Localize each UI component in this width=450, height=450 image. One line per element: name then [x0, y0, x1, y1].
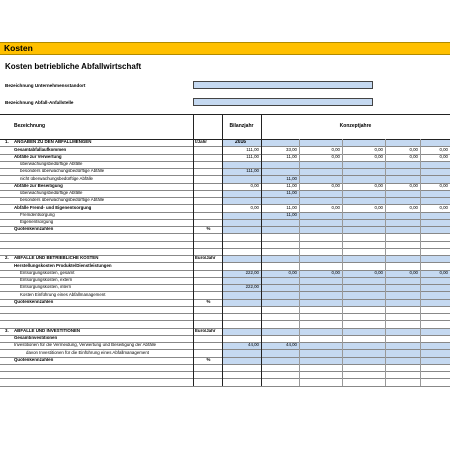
site-input[interactable] [193, 81, 373, 89]
grid-line [0, 204, 450, 205]
grid-line [193, 114, 194, 386]
konzeptjahr-value[interactable] [420, 168, 450, 175]
bilanzjahr-value[interactable]: 111,00 [246, 146, 259, 152]
konzeptjahr-value[interactable] [342, 226, 385, 233]
konzeptjahr-value[interactable] [261, 299, 299, 306]
section-number: 3. [5, 327, 9, 333]
konzeptjahr-value[interactable] [342, 299, 385, 306]
konzeptjahr-value[interactable] [385, 161, 420, 168]
grid-line [0, 262, 450, 263]
konzeptjahr-value[interactable] [385, 212, 420, 219]
konzeptjahr-value[interactable]: 0,00 [409, 146, 418, 152]
konzeptjahr-value[interactable] [342, 328, 385, 335]
konzeptjahr-value[interactable] [420, 161, 450, 168]
header-bilanzjahr: Bilanzjahr [229, 123, 254, 129]
konzeptjahr-value[interactable] [342, 212, 385, 219]
grid-line [0, 197, 450, 198]
bilanzjahr-value[interactable] [222, 255, 261, 262]
row-label: überwachungsbedürftige Abfälle [20, 190, 83, 196]
konzeptjahr-value[interactable] [385, 190, 420, 197]
grid-line [0, 277, 450, 278]
konzeptjahr-value[interactable]: 0,00 [331, 204, 340, 210]
konzeptjahr-value[interactable]: 0,00 [409, 204, 418, 210]
grid-line [0, 248, 450, 249]
row-label: Quotenkennzahlen [14, 226, 54, 232]
konzeptjahr-value[interactable] [342, 255, 385, 262]
grid-line [0, 378, 450, 379]
konzeptjahr-value[interactable] [342, 262, 385, 269]
konzeptjahr-value[interactable] [342, 161, 385, 168]
konzeptjahr-value[interactable] [299, 284, 342, 291]
konzeptjahr-value[interactable]: 0,00 [439, 182, 448, 188]
grid-line [0, 190, 450, 191]
konzeptjahr-value[interactable] [299, 168, 342, 175]
konzeptjahr-value[interactable] [342, 190, 385, 197]
row-label: Entsorgungskosten, gesamt [20, 269, 75, 275]
konzeptjahr-value[interactable]: 0,00 [374, 153, 383, 159]
konzeptjahr-value[interactable] [385, 262, 420, 269]
grid-line [0, 226, 450, 227]
grid-line [0, 168, 450, 169]
konzeptjahr-value[interactable] [342, 168, 385, 175]
bilanzjahr-value[interactable]: 0,00 [250, 182, 259, 188]
bilanzjahr-value[interactable]: 222,00 [245, 284, 259, 290]
konzeptjahr-value[interactable] [261, 328, 299, 335]
konzeptjahr-value[interactable] [261, 284, 299, 291]
konzeptjahr-value[interactable] [261, 168, 299, 175]
unit-label: % [206, 298, 211, 304]
row-label: Eigenentsorgung [20, 219, 54, 225]
konzeptjahr-value[interactable] [299, 226, 342, 233]
konzeptjahr-value[interactable] [385, 139, 420, 146]
grid-line [222, 114, 223, 386]
konzeptjahr-value[interactable] [420, 255, 450, 262]
row-label: Entsorgungskosten, extern [20, 277, 73, 283]
konzeptjahr-value[interactable] [385, 197, 420, 204]
konzeptjahr-value[interactable] [299, 349, 342, 356]
konzeptjahr-value[interactable] [385, 335, 420, 342]
grid-line [0, 299, 450, 300]
grid-line [0, 291, 450, 292]
konzeptjahr-value[interactable] [385, 291, 420, 298]
konzeptjahr-value[interactable]: 0,00 [374, 269, 383, 275]
grid-line [0, 357, 450, 358]
bilanzjahr-value[interactable] [222, 262, 261, 269]
konzeptjahr-value[interactable] [420, 342, 450, 349]
bilanzjahr-value[interactable] [222, 175, 261, 182]
row-label: Investitionen für die Vermeidung, Verwertung und Beseitigung der Abfälle [14, 342, 157, 348]
grid-line [261, 114, 262, 386]
konzeptjahr-value[interactable] [261, 357, 299, 364]
konzeptjahr-value[interactable]: 0,00 [331, 269, 340, 275]
grid-line [0, 306, 450, 307]
konzeptjahr-value[interactable] [342, 139, 385, 146]
konzeptjahr-value[interactable] [299, 139, 342, 146]
konzeptjahr-value[interactable]: 44,00 [286, 342, 297, 348]
row-label: besonders überwachungsbedürftige Abfälle [20, 197, 105, 203]
konzeptjahr-value[interactable]: 11,00 [286, 182, 297, 188]
konzeptjahr-value[interactable] [342, 175, 385, 182]
konzeptjahr-value[interactable] [261, 161, 299, 168]
bilanzjahr-value[interactable]: 222,00 [245, 269, 259, 275]
konzeptjahr-value[interactable] [261, 255, 299, 262]
section-heading: ABFÄLLE UND BETRIEBLICHE KOSTEN [14, 255, 99, 261]
section-banner: Kosten [0, 42, 450, 55]
konzeptjahr-value[interactable] [299, 277, 342, 284]
row-label: besonders überwachungsbedürftige Abfälle [20, 168, 105, 174]
section-heading: ABFÄLLE UND INVESTITIONEN [14, 327, 81, 333]
konzeptjahr-value[interactable] [299, 299, 342, 306]
konzeptjahr-value[interactable]: 0,00 [409, 182, 418, 188]
konzeptjahr-value[interactable] [299, 291, 342, 298]
bilanzjahr-value[interactable]: 0,00 [250, 204, 259, 210]
konzeptjahr-value[interactable]: 0,00 [374, 204, 383, 210]
konzeptjahr-value[interactable]: 0,00 [439, 153, 448, 159]
bilanzjahr-value[interactable] [222, 219, 261, 226]
unit-label: % [206, 226, 211, 232]
konzeptjahr-value[interactable] [420, 299, 450, 306]
grid-line [0, 270, 450, 271]
konzeptjahr-value[interactable] [385, 357, 420, 364]
cost-table [0, 114, 450, 410]
konzeptjahr-value[interactable] [261, 139, 299, 146]
konzeptjahr-value[interactable]: 0,00 [331, 146, 340, 152]
konzeptjahr-value[interactable]: 0,00 [409, 153, 418, 159]
konzeptjahr-value[interactable] [420, 262, 450, 269]
konzeptjahr-value[interactable] [261, 349, 299, 356]
row-label: Abfälle Fremd- und Eigenentsorgung [14, 204, 92, 210]
konzeptjahr-value[interactable]: 11,00 [286, 190, 297, 196]
konzeptjahr-value[interactable] [342, 342, 385, 349]
header-bezeichnung: Bezeichnung [14, 123, 46, 129]
konzeptjahr-value[interactable] [299, 342, 342, 349]
grid-line [0, 371, 450, 372]
grid-line [385, 139, 386, 386]
konzeptjahr-value[interactable] [299, 190, 342, 197]
konzeptjahr-value[interactable] [420, 328, 450, 335]
grid-line [299, 139, 300, 386]
konzeptjahr-value[interactable] [342, 197, 385, 204]
konzeptjahr-value[interactable] [420, 219, 450, 226]
konzeptjahr-value[interactable]: 0,00 [374, 146, 383, 152]
row-label: davon Investitionen für die Einführung eines Abfallmanagement [26, 349, 150, 355]
konzeptjahr-value[interactable] [342, 349, 385, 356]
bilanzjahr-value[interactable] [222, 291, 261, 298]
konzeptjahr-value[interactable]: 0,00 [288, 269, 297, 275]
konzeptjahr-value[interactable] [261, 335, 299, 342]
grid-line [0, 284, 450, 285]
row-label: nicht überwachungsbedürftige Abfälle [20, 175, 93, 181]
konzeptjahr-value[interactable] [299, 335, 342, 342]
konzeptjahr-value[interactable] [420, 277, 450, 284]
konzeptjahr-value[interactable] [342, 277, 385, 284]
konzeptjahr-value[interactable] [420, 226, 450, 233]
row-label: Gesamtinvestitionen [14, 335, 58, 341]
konzeptjahr-value[interactable]: 11,00 [286, 153, 297, 159]
grid-line [0, 349, 450, 350]
bilanzjahr-value[interactable]: 111,00 [246, 168, 259, 174]
konzeptjahr-value[interactable] [299, 328, 342, 335]
konzeptjahr-value[interactable] [299, 357, 342, 364]
konzeptjahr-value[interactable] [385, 349, 420, 356]
bilanzjahr-value[interactable]: 2016 [234, 139, 247, 146]
unit-label: Euro/Jahr [195, 255, 216, 261]
konzeptjahr-value[interactable] [385, 175, 420, 182]
grid-line [0, 328, 450, 329]
grid-line [0, 146, 450, 147]
grid-line [0, 255, 450, 256]
konzeptjahr-value[interactable] [385, 284, 420, 291]
konzeptjahr-value[interactable] [385, 342, 420, 349]
section-number: 1. [5, 139, 9, 145]
grid-line [0, 161, 450, 162]
row-label: Quotenkennzahlen [14, 298, 54, 304]
konzeptjahr-value[interactable] [420, 190, 450, 197]
bilanzjahr-value[interactable] [222, 226, 261, 233]
konzeptjahr-value[interactable] [342, 219, 385, 226]
konzeptjahr-value[interactable] [342, 284, 385, 291]
bilanzjahr-value[interactable] [222, 328, 261, 335]
bilanzjahr-value[interactable] [222, 349, 261, 356]
row-label: Fremdentsorgung [20, 211, 55, 217]
grid-line [0, 154, 450, 155]
unit-label: Euro/Jahr [195, 327, 216, 333]
konzeptjahr-value[interactable] [261, 219, 299, 226]
konzeptjahr-value[interactable] [385, 328, 420, 335]
konzeptjahr-value[interactable] [385, 299, 420, 306]
row-label: Abfälle zur Verwertung [14, 153, 62, 159]
konzeptjahr-value[interactable] [385, 226, 420, 233]
konzeptjahr-value[interactable] [261, 262, 299, 269]
header-konzeptjahre: Konzeptjahre [339, 123, 372, 129]
konzeptjahr-value[interactable] [420, 349, 450, 356]
konzeptjahr-value[interactable] [299, 262, 342, 269]
konzeptjahr-value[interactable]: 0,00 [439, 269, 448, 275]
bilanzjahr-value[interactable]: 44,00 [248, 342, 259, 348]
konzeptjahr-value[interactable] [299, 255, 342, 262]
section-number: 2. [5, 255, 9, 261]
bilanzjahr-value[interactable] [222, 161, 261, 168]
konzeptjahr-value[interactable] [299, 161, 342, 168]
row-label: Entsorgungskosten, intern [20, 284, 72, 290]
bilanzjahr-value[interactable] [222, 357, 261, 364]
grid-line [420, 139, 421, 386]
konzeptjahr-value[interactable] [420, 212, 450, 219]
konzeptjahr-value[interactable] [299, 175, 342, 182]
grid-line [0, 212, 450, 213]
konzeptjahr-value[interactable] [261, 197, 299, 204]
konzeptjahr-value[interactable] [261, 226, 299, 233]
grid-line [0, 320, 450, 321]
konzeptjahr-value[interactable]: 0,00 [331, 153, 340, 159]
bilanzjahr-value[interactable] [222, 335, 261, 342]
row-label: Herstellungskosten Produkte/Dienstleistungen [14, 262, 112, 268]
konzeptjahr-value[interactable]: 33,00 [286, 146, 297, 152]
konzeptjahr-value[interactable] [385, 168, 420, 175]
grid-line [0, 219, 450, 220]
konzeptjahr-value[interactable]: 0,00 [409, 269, 418, 275]
grid-line [0, 241, 450, 242]
konzeptjahr-value[interactable] [420, 335, 450, 342]
grid-line [0, 139, 450, 140]
grid-line [0, 342, 450, 343]
section-heading: ANGABEN ZU DEN ABFALLMENGEN [14, 139, 92, 145]
bilanzjahr-value[interactable]: 111,00 [246, 153, 259, 159]
konzeptjahr-value[interactable]: 0,00 [439, 146, 448, 152]
bilanzjahr-value[interactable] [222, 277, 261, 284]
konzeptjahr-value[interactable] [385, 277, 420, 284]
row-label: Quotenkennzahlen [14, 356, 54, 362]
konzeptjahr-value[interactable] [299, 197, 342, 204]
konzeptjahr-value[interactable]: 0,00 [439, 204, 448, 210]
konzeptjahr-value[interactable]: 11,00 [286, 211, 297, 217]
grid-line [0, 335, 450, 336]
konzeptjahr-value[interactable]: 0,00 [331, 182, 340, 188]
konzeptjahr-value[interactable] [342, 291, 385, 298]
konzeptjahr-value[interactable] [420, 139, 450, 146]
unit-label: % [206, 356, 211, 362]
grid-line [0, 313, 450, 314]
konzeptjahr-value[interactable]: 11,00 [286, 204, 297, 210]
site-label: Bezeichnung Unternehmensstandort [5, 83, 86, 88]
row-label: überwachungsbedürftige Abfälle [20, 161, 83, 167]
konzeptjahr-value[interactable] [420, 175, 450, 182]
konzeptjahr-value[interactable] [385, 219, 420, 226]
waste-point-input[interactable] [193, 98, 373, 106]
bilanzjahr-value[interactable] [222, 212, 261, 219]
grid-line [0, 114, 450, 115]
row-label: Gesamtabfallaufkommen [14, 146, 67, 152]
row-label: Kosten Einführung eines Abfallmanagement [20, 291, 106, 297]
konzeptjahr-value[interactable] [420, 291, 450, 298]
konzeptjahr-value[interactable] [299, 219, 342, 226]
bilanzjahr-value[interactable] [222, 197, 261, 204]
grid-line [0, 233, 450, 234]
grid-line [0, 364, 450, 365]
konzeptjahr-value[interactable] [342, 335, 385, 342]
konzeptjahr-value[interactable] [420, 284, 450, 291]
grid-line [342, 139, 343, 386]
konzeptjahr-value[interactable] [420, 357, 450, 364]
konzeptjahr-value[interactable] [299, 212, 342, 219]
page-title: Kosten betriebliche Abfallwirtschaft [5, 62, 142, 71]
unit-label: t/Jahr [195, 139, 207, 145]
konzeptjahr-value[interactable] [420, 197, 450, 204]
konzeptjahr-value[interactable]: 0,00 [374, 182, 383, 188]
grid-line [0, 175, 450, 176]
konzeptjahr-value[interactable] [261, 277, 299, 284]
row-label: Abfälle zur Beseitigung [14, 182, 63, 188]
grid-line [0, 386, 450, 387]
konzeptjahr-value[interactable]: 11,00 [286, 175, 297, 181]
konzeptjahr-value[interactable] [385, 255, 420, 262]
konzeptjahr-value[interactable] [342, 357, 385, 364]
bilanzjahr-value[interactable] [222, 190, 261, 197]
konzeptjahr-value[interactable] [261, 291, 299, 298]
grid-line [0, 183, 450, 184]
waste-point-label: Bezeichnung Abfall-Anfallstelle [5, 100, 74, 105]
bilanzjahr-value[interactable] [222, 299, 261, 306]
